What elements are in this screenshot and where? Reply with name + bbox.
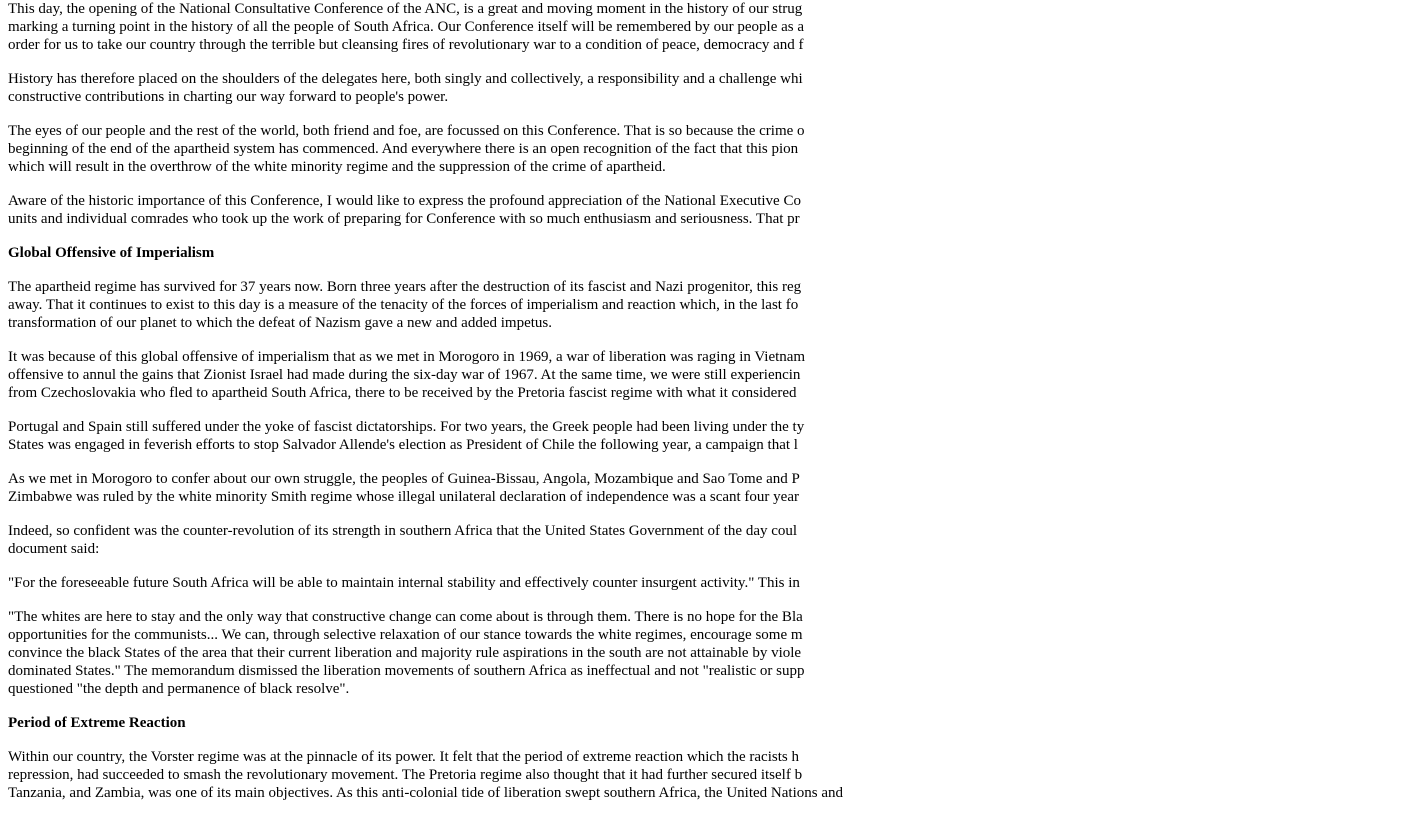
paragraph-line: order for us to take our country through the terrible but cleansing fires of revolutionary war to a condition of peace, democracy and f <box>8 37 804 53</box>
paragraph <box>8 574 1408 592</box>
paragraph-line: offensive to annul the gains that Zionist Israel had made during the six-day war of 1967. At the same time, we were still experiencin <box>8 367 801 383</box>
paragraph-line: The eyes of our people and the rest of the world, both friend and foe, are focussed on this Conference. That is so because the crime o <box>8 123 805 139</box>
section-heading-extreme-reaction: Period of Extreme Reaction <box>8 715 186 731</box>
paragraph-line: Indeed, so confident was the counter-revolution of its strength in southern Africa that the United States Government of the day coul <box>8 523 798 539</box>
paragraph-line: As we met in Morogoro to confer about our own struggle, the peoples of Guinea-Bissau, Angola, Mozambique and Sao Tome and P <box>8 471 800 487</box>
paragraph-line: "For the foreseeable future South Africa will be able to maintain internal stability and effectively counter insurgent activity." This in <box>8 575 800 591</box>
paragraph-line: constructive contributions in charting our way forward to people's power. <box>8 89 449 105</box>
paragraph <box>8 470 1408 506</box>
paragraph-line: "The whites are here to stay and the only way that constructive change can come about is through them. There is no hope for the Bla <box>8 609 803 625</box>
paragraph <box>8 418 1408 454</box>
paragraph-line: which will result in the overthrow of the white minority regime and the suppression of the crime of apartheid. <box>8 159 666 175</box>
paragraph <box>8 348 1408 402</box>
paragraph-line: This day, the opening of the National Consultative Conference of the ANC, is a great and moving moment in the history of our strug <box>8 1 803 17</box>
paragraph-line: repression, had succeeded to smash the revolutionary movement. The Pretoria regime also thought that it had further secured itself b <box>8 767 803 783</box>
paragraph-line: History has therefore placed on the shoulders of the delegates here, both singly and collectively, a responsibility and a challenge whi <box>8 71 803 87</box>
paragraph-line: It was because of this global offensive of imperialism that as we met in Morogoro in 1969, a war of liberation was raging in Vietnam <box>8 349 806 365</box>
paragraph <box>8 122 1408 176</box>
paragraph-line: Within our country, the Vorster regime was at the pinnacle of its power. It felt that the period of extreme reaction which the racists h <box>8 749 799 765</box>
paragraph <box>8 0 1408 54</box>
paragraph-line: away. That it continues to exist to this day is a measure of the tenacity of the forces of imperialism and reaction which, in the last fo <box>8 297 799 313</box>
paragraph <box>8 748 1408 802</box>
paragraph-line: Aware of the historic importance of this Conference, I would like to express the profound appreciation of the National Executive Co <box>8 193 801 209</box>
paragraph <box>8 608 1408 698</box>
paragraph-line: marking a turning point in the history of all the people of South Africa. Our Conference itself will be remembered by our people as a <box>8 19 805 35</box>
paragraph-line: beginning of the end of the apartheid system has commenced. And everywhere there is an open recognition of the fact that this pion <box>8 141 799 157</box>
section-heading-global-offensive: Global Offensive of Imperialism <box>8 245 215 261</box>
paragraph-line: The apartheid regime has survived for 37 years now. Born three years after the destruction of its fascist and Nazi progenitor, this reg <box>8 279 802 295</box>
paragraph-line: Tanzania, and Zambia, was one of its main objectives. As this anti-colonial tide of liberation swept southern Africa, the United Nations and <box>8 785 843 801</box>
paragraph <box>8 192 1408 228</box>
intro-section <box>8 0 1408 228</box>
paragraph-line: opportunities for the communists... We can, through selective relaxation of our stance towards the white regimes, encourage some m <box>8 627 803 643</box>
paragraph-line: document said: <box>8 541 100 557</box>
paragraph <box>8 278 1408 332</box>
paragraph-line: States was engaged in feverish efforts to stop Salvador Allende's election as President of Chile the following year, a campaign that l <box>8 437 798 453</box>
global-offensive-section <box>8 278 1408 698</box>
paragraph-line: Zimbabwe was ruled by the white minority Smith regime whose illegal unilateral declaration of independence was a scant four year <box>8 489 799 505</box>
paragraph <box>8 522 1408 558</box>
paragraph-line: units and individual comrades who took up the work of preparing for Conference with so much enthusiasm and seriousness. That pr <box>8 211 800 227</box>
paragraph <box>8 70 1408 106</box>
paragraph-line: questioned "the depth and permanence of black resolve". <box>8 681 350 697</box>
paragraph-line: dominated States." The memorandum dismissed the liberation movements of southern Africa as ineffectual and not "realistic or supp <box>8 663 805 679</box>
paragraph-line: from Czechoslovakia who fled to apartheid South Africa, there to be received by the Pretoria fascist regime with what it considered <box>8 385 797 401</box>
extreme-reaction-section <box>8 748 1408 802</box>
paragraph-line: Portugal and Spain still suffered under the yoke of fascist dictatorships. For two years, the Greek people had been living under the ty <box>8 419 805 435</box>
paragraph-line: transformation of our planet to which the defeat of Nazism gave a new and added impetus. <box>8 315 552 331</box>
document-content <box>8 0 1408 818</box>
paragraph-line: convince the black States of the area that their current liberation and majority rule aspirations in the south are not attainable by viole <box>8 645 802 661</box>
